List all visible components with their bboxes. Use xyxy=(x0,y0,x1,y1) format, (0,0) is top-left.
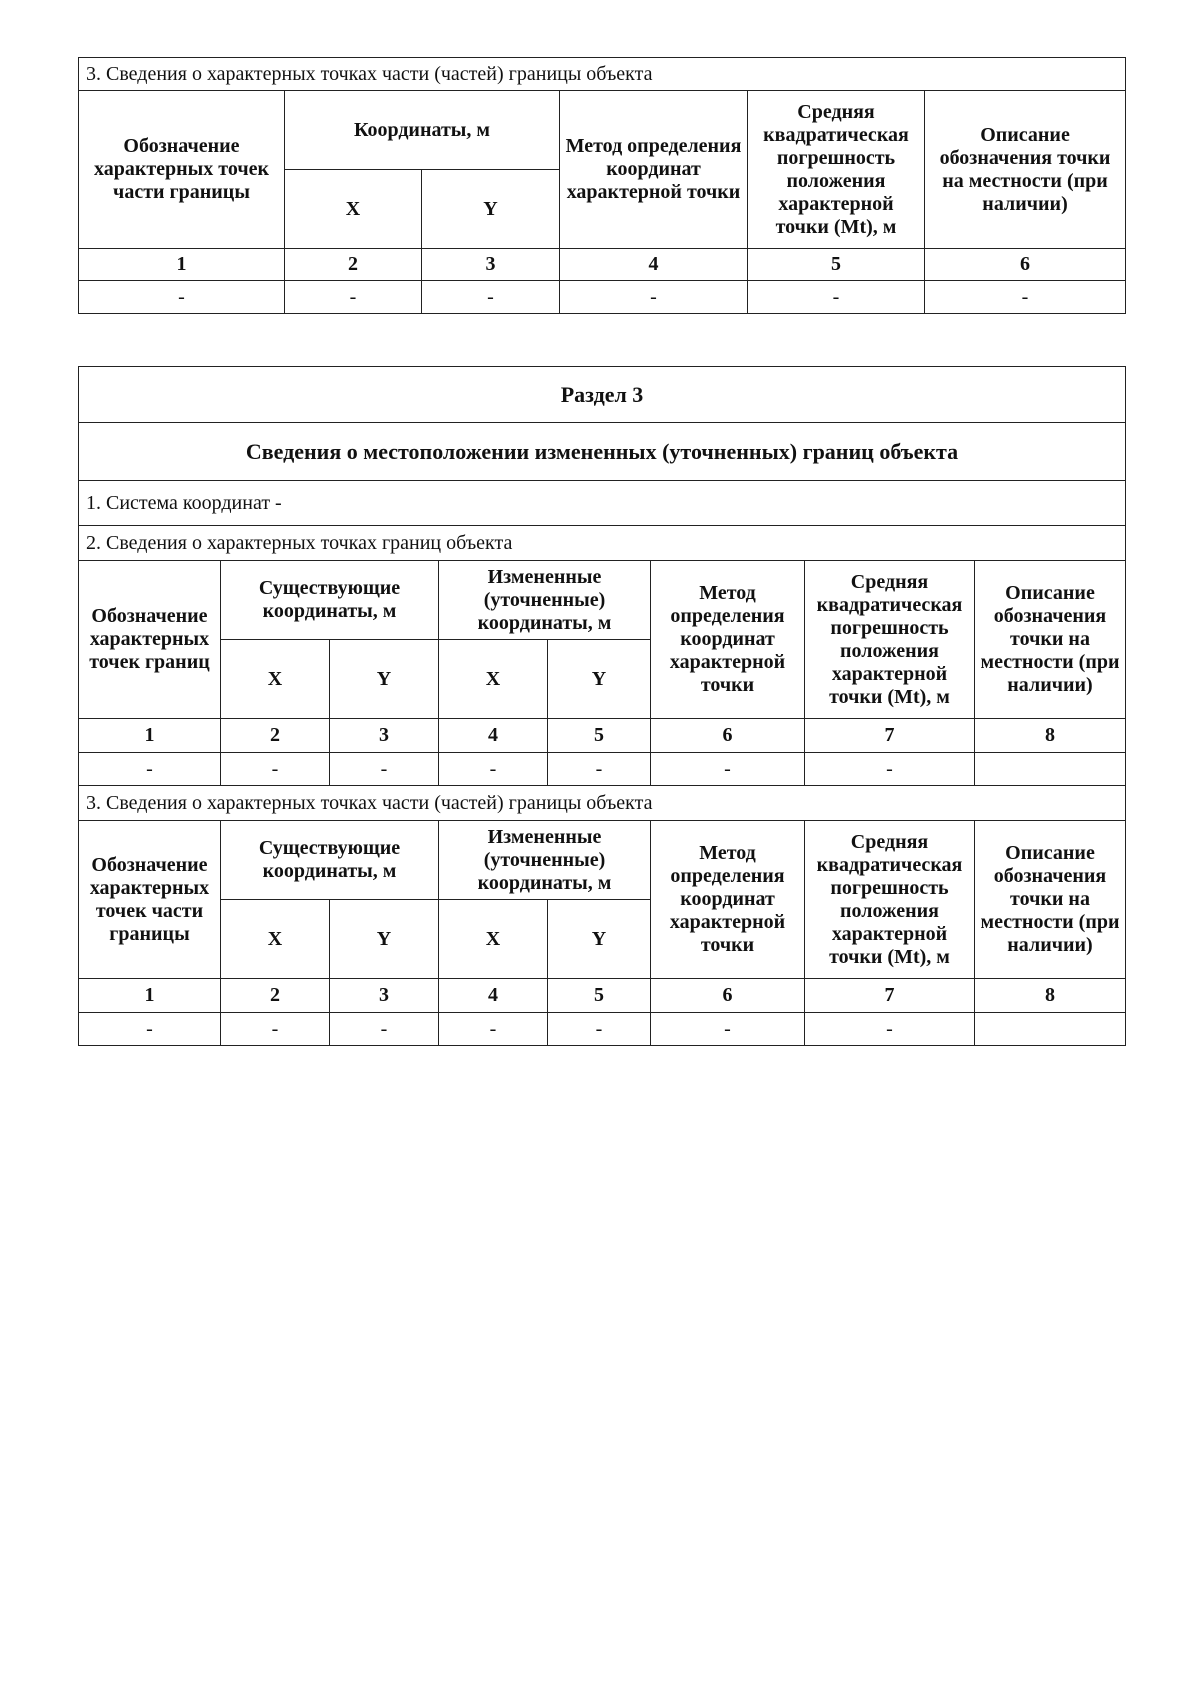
table-cell: - xyxy=(560,281,748,314)
column-number: 8 xyxy=(975,719,1126,753)
column-number: 3 xyxy=(330,719,439,753)
header-description: Описание обозначения точки на местности (при наличии) xyxy=(975,821,1126,979)
column-number: 4 xyxy=(560,249,748,281)
column-number-row xyxy=(79,979,1126,1013)
header-x: X xyxy=(285,170,422,249)
column-number-row xyxy=(79,249,1126,281)
header-x: X xyxy=(221,900,330,979)
column-number: 3 xyxy=(422,249,560,281)
header-x: X xyxy=(439,900,548,979)
coordinate-system: 1. Система координат - xyxy=(79,481,1126,526)
header-y: Y xyxy=(548,900,651,979)
table-caption: 3. Сведения о характерных точках части (частей) границы объекта xyxy=(79,58,1126,91)
table-cell: - xyxy=(805,1013,975,1046)
table-cell: - xyxy=(805,753,975,786)
header-description: Описание обозначения точки на местности (при наличии) xyxy=(925,91,1126,249)
table-cell: - xyxy=(330,1013,439,1046)
table-cell: - xyxy=(285,281,422,314)
column-number: 5 xyxy=(548,979,651,1013)
header-designation: Обозначение характерных точек части границы xyxy=(79,821,221,979)
column-number: 1 xyxy=(79,249,285,281)
table-cell: - xyxy=(925,281,1126,314)
header-coordinates: Координаты, м xyxy=(285,91,560,170)
table-cell: - xyxy=(221,753,330,786)
header-changed-coordinates: Измененные (уточненные) координаты, м xyxy=(439,821,651,900)
header-designation: Обозначение характерных точек части границы xyxy=(79,91,285,249)
column-number: 2 xyxy=(221,979,330,1013)
table-cell xyxy=(975,753,1126,786)
header-y: Y xyxy=(330,900,439,979)
column-number: 5 xyxy=(748,249,925,281)
header-error: Средняя квадратическая погрешность положения характерной точки (Mt), м xyxy=(805,821,975,979)
header-changed-coordinates: Измененные (уточненные) координаты, м xyxy=(439,561,651,640)
table-cell: - xyxy=(548,753,651,786)
header-designation: Обозначение характерных точек границ xyxy=(79,561,221,719)
table-cell: - xyxy=(422,281,560,314)
column-number: 7 xyxy=(805,719,975,753)
table-row xyxy=(79,753,1126,786)
table-cell: - xyxy=(79,1013,221,1046)
column-number: 6 xyxy=(925,249,1126,281)
table-cell: - xyxy=(330,753,439,786)
header-x: X xyxy=(439,640,548,719)
table-row xyxy=(79,1013,1126,1046)
column-number: 6 xyxy=(651,719,805,753)
table-cell: - xyxy=(548,1013,651,1046)
column-number: 5 xyxy=(548,719,651,753)
header-existing-coordinates: Существующие координаты, м xyxy=(221,821,439,900)
column-number: 8 xyxy=(975,979,1126,1013)
column-number: 2 xyxy=(285,249,422,281)
header-error: Средняя квадратическая погрешность положения характерной точки (Mt), м xyxy=(748,91,925,249)
table-caption: 3. Сведения о характерных точках части (частей) границы объекта xyxy=(79,786,1126,821)
header-y: Y xyxy=(330,640,439,719)
column-number: 6 xyxy=(651,979,805,1013)
column-number: 4 xyxy=(439,719,548,753)
header-method: Метод определения координат характерной точки xyxy=(560,91,748,249)
table-cell: - xyxy=(439,1013,548,1046)
table-cell: - xyxy=(651,1013,805,1046)
header-y: Y xyxy=(548,640,651,719)
column-number: 4 xyxy=(439,979,548,1013)
header-method: Метод определения координат характерной точки xyxy=(651,821,805,979)
header-existing-coordinates: Существующие координаты, м xyxy=(221,561,439,640)
header-error: Средняя квадратическая погрешность положения характерной точки (Mt), м xyxy=(805,561,975,719)
section-subtitle: Сведения о местоположении измененных (уточненных) границ объекта xyxy=(79,423,1126,481)
table-cell: - xyxy=(79,281,285,314)
table-cell: - xyxy=(79,753,221,786)
table-cell: - xyxy=(748,281,925,314)
column-number-row xyxy=(79,719,1126,753)
header-x: X xyxy=(221,640,330,719)
column-number: 1 xyxy=(79,719,221,753)
column-number: 2 xyxy=(221,719,330,753)
table-cell: - xyxy=(651,753,805,786)
table-cell: - xyxy=(439,753,548,786)
header-description: Описание обозначения точки на местности (при наличии) xyxy=(975,561,1126,719)
table-cell xyxy=(975,1013,1126,1046)
header-method: Метод определения координат характерной точки xyxy=(651,561,805,719)
column-number: 1 xyxy=(79,979,221,1013)
section-title: Раздел 3 xyxy=(79,367,1126,423)
table-row xyxy=(79,281,1126,314)
table-caption: 2. Сведения о характерных точках границ объекта xyxy=(79,526,1126,561)
column-number: 3 xyxy=(330,979,439,1013)
table-cell: - xyxy=(221,1013,330,1046)
part-boundary-points-table xyxy=(78,57,1126,314)
column-number: 7 xyxy=(805,979,975,1013)
section-3-table xyxy=(78,366,1126,1046)
header-y: Y xyxy=(422,170,560,249)
